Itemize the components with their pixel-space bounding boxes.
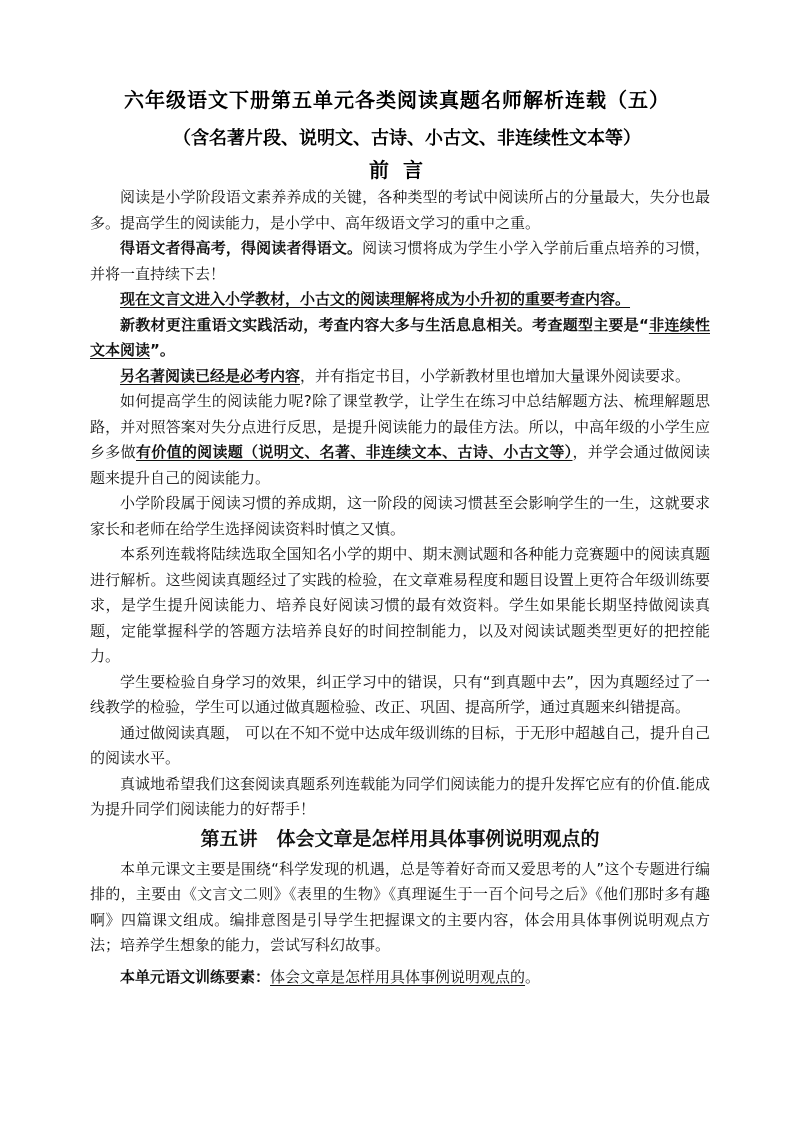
paragraph-12: 本单元课文主要是围绕“科学发现的机遇，总是等着好奇而又爱思考的人”这个专题进行编排的，主要由《文言文二则》《表里的生物》《真理诞生于一百个问号之后》《他们那时多有趣啊》四篇课文组成。编排意图是引导学生把握课文的主要内容，体会用具体事例说明观点方法；培养学生想象的能力，尝试写科幻故事。 <box>90 859 710 954</box>
paragraph-10: 通过做阅读真题， 可以在不知不觉中达成年级训练的目标，于无形中超越自己，提升自己的阅读水平。 <box>90 723 710 767</box>
paragraph-2-rest: 阅读习惯将成为学生小学入学前后重点培养的习惯，并将一直持续下去！ <box>90 239 710 283</box>
paragraph-8: 本系列连载将陆续选取全国知名小学的期中、期末测试题和各种能力竞赛题中的阅读真题进行解析。这些阅读真题经过了实践的检验，在文章难易程度和题目设置上更符合年级训练要求，是学生提升阅读能力、培养良好阅读习惯的最有效资料。学生如果能长期坚持做阅读真题，定能掌握科学的答题方法培养良好的时间控制能力，以及对阅读试题类型更好的把控能力。 <box>90 545 710 665</box>
document-title: 六年级语文下册第五单元各类阅读真题名师解析连载（五） <box>124 88 670 112</box>
paragraph-9: 学生要检验自身学习的效果，纠正学习中的错误，只有“到真题中去”，因为真题经过了一线教学的检验，学生可以通过做真题检验、改正、巩固、提高所学，通过真题来纠错提高。 <box>90 672 710 716</box>
paragraph-2-bold: 得语文者得高考，得阅读者得语文。 <box>120 239 363 257</box>
paragraph-11: 真诚地希望我们这套阅读真题系列连载能为同学们阅读能力的提升发挥它应有的价值.能成为提升同学们阅读能力的好帮手！ <box>90 774 710 818</box>
paragraph-5 <box>90 364 710 390</box>
paragraph-6-underlined: 有价值的阅读题（说明文、名著、非连续文本、古诗、小古文等） <box>135 443 573 461</box>
document-subtitle: （含名著片段、说明文、古诗、小古文、非连续性文本等） <box>173 128 641 149</box>
paragraph-4-part-a: 新教材更注重语文实践活动，考查内容大多与生活息息相关。考查题型主要是“ <box>120 315 649 334</box>
paragraph-4-underlined: 非连续性文本阅读 <box>90 315 710 359</box>
paragraph-2 <box>90 236 710 287</box>
paragraph-5-underlined: 另名著阅读已经是必考内容 <box>120 366 301 385</box>
paragraph-4-part-b: ”。 <box>150 341 175 359</box>
paragraph-1: 阅读是小学阶段语文素养养成的关键，各种类型的考试中阅读所占的分量最大，失分也最多。提高学生的阅读能力，是小学中、高年级语文学习的重中之重。 <box>90 188 710 232</box>
section-title: 第五讲 体会文章是怎样用具体事例说明观点的 <box>200 827 600 850</box>
preface-heading: 前言 <box>369 158 437 182</box>
paragraph-6 <box>90 389 710 491</box>
paragraph-6-part-b: ，并学会通过做阅读题来提升自己的阅读能力。 <box>90 443 710 487</box>
paragraph-13-bold: 本单元语文训练要素： <box>120 967 271 986</box>
paragraph-3-underlined: 现在文言文进入小学教材，小古文的阅读理解将成为小升初的重要考查内容。 <box>120 290 631 308</box>
paragraph-3 <box>90 287 710 313</box>
paragraph-13-end: 。 <box>525 967 541 986</box>
paragraph-6-part-a: 如何提高学生的阅读能力呢?除了课堂教学，让学生在练习中总结解题方法、梳理解题思路，并对照答案对失分点进行反思，是提升阅读能力的最佳方法。所以，中高年级的小学生应乡多做 <box>90 392 710 461</box>
paragraph-5-rest: ，并有指定书目，小学新教材里也增加大量课外阅读要求。 <box>300 366 691 385</box>
paragraph-13 <box>90 965 710 991</box>
paragraph-7: 小学阶段属于阅读习惯的养成期，这一阶段的阅读习惯甚至会影响学生的一生，这就要求家长和老师在给学生选择阅读资料时慎之又慎。 <box>90 494 710 538</box>
document-body <box>90 185 710 990</box>
paragraph-13-underlined: 体会文章是怎样用具体事例说明观点的 <box>270 967 526 986</box>
paragraph-4 <box>90 313 710 364</box>
